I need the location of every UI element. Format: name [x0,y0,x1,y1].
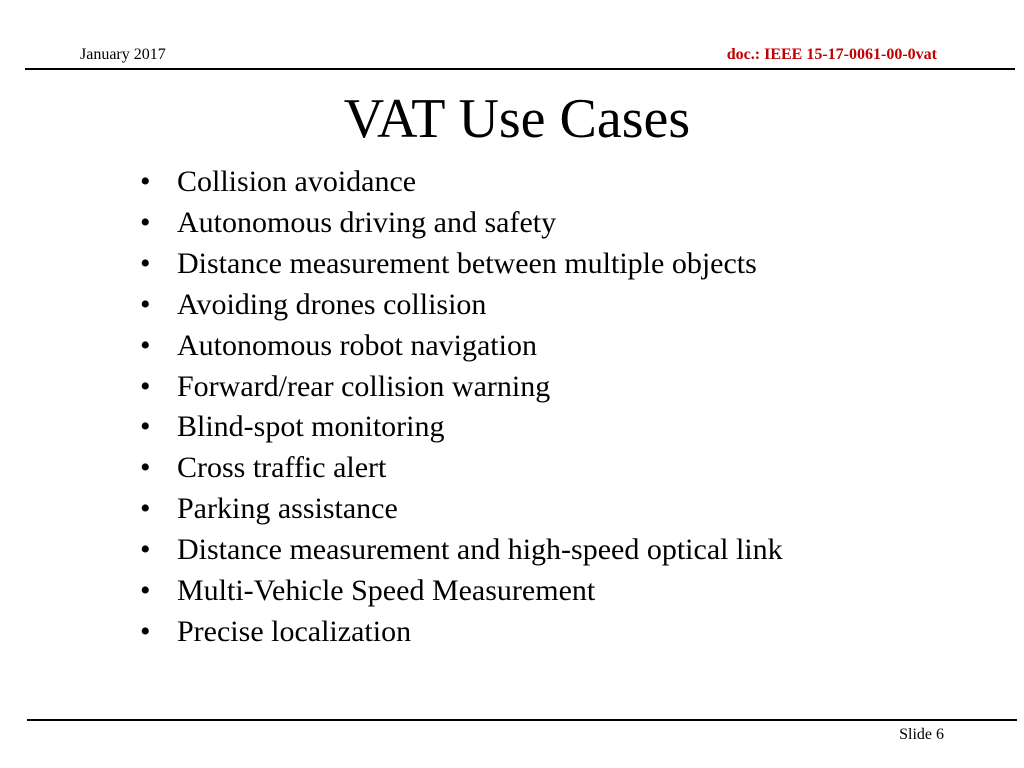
list-item-text: Blind-spot monitoring [177,410,445,444]
slide-title: VAT Use Cases [343,88,691,150]
header-doc-id: doc.: IEEE 15-17-0061-00-0vat [726,46,937,63]
list-item [140,367,783,408]
header-divider [25,68,1015,70]
header-date: January 2017 [80,46,166,63]
list-item [140,448,783,489]
list-item-text: Autonomous driving and safety [177,205,557,239]
list-item-text: Distance measurement and high-speed optical link [177,533,783,567]
list-item [140,244,783,285]
list-item [140,407,783,448]
list-item [140,489,783,530]
slide-number: Slide 6 [899,726,944,743]
bullet-icon: • [140,328,151,362]
list-item-text: Cross traffic alert [177,451,387,485]
list-item-text: Autonomous robot navigation [177,328,537,362]
list-item-text: Avoiding drones collision [177,287,487,321]
list-item [140,285,783,326]
list-item [140,162,783,203]
list-item [140,612,783,653]
bullet-icon: • [140,287,151,321]
list-item-text: Multi-Vehicle Speed Measurement [177,574,596,608]
list-item-text: Precise localization [177,614,412,648]
bullet-icon: • [140,492,151,526]
bullet-icon: • [140,205,151,239]
list-item-text: Distance measurement between multiple objects [177,246,757,280]
list-item [140,571,783,612]
bullet-icon: • [140,614,151,648]
list-item-text: Collision avoidance [177,165,417,198]
list-item-text: Parking assistance [177,492,398,526]
bullet-icon: • [140,451,151,485]
list-item [140,530,783,571]
list-item [140,326,783,367]
bullet-icon: • [140,246,151,280]
bullet-icon: • [140,533,151,567]
bullet-icon: • [140,410,151,444]
list-item [140,203,783,244]
list-item-text: Forward/rear collision warning [177,369,551,403]
bullet-icon: • [140,574,151,608]
bullet-icon: • [140,369,151,403]
footer-divider [27,719,1017,721]
bullet-icon: • [140,165,151,198]
use-case-list [140,162,783,653]
